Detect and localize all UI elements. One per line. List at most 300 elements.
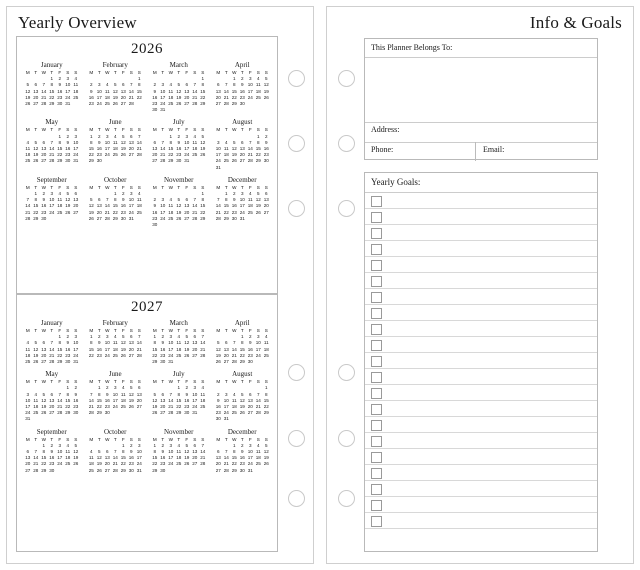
- day-cell[interactable]: 29: [33, 215, 39, 221]
- day-cell[interactable]: 13: [41, 146, 47, 152]
- goal-row[interactable]: [365, 209, 597, 225]
- day-cell[interactable]: 26: [200, 152, 206, 158]
- day-cell[interactable]: 20: [104, 461, 110, 467]
- day-cell[interactable]: 19: [112, 94, 118, 100]
- day-cell[interactable]: 28: [255, 410, 261, 416]
- day-cell[interactable]: 20: [192, 346, 198, 352]
- day-cell[interactable]: 12: [184, 449, 190, 455]
- day-cell[interactable]: 25: [25, 359, 31, 365]
- day-cell[interactable]: 13: [192, 340, 198, 346]
- day-cell[interactable]: 29: [200, 101, 206, 107]
- day-cell[interactable]: 16: [65, 346, 71, 352]
- day-cell[interactable]: 29: [120, 467, 126, 473]
- day-cell[interactable]: 3: [113, 385, 117, 391]
- day-cell[interactable]: 20: [223, 352, 229, 358]
- checkbox[interactable]: [371, 500, 382, 511]
- day-cell[interactable]: 4: [177, 442, 181, 448]
- day-cell[interactable]: 24: [73, 352, 79, 358]
- day-cell[interactable]: 2: [240, 442, 244, 448]
- day-cell[interactable]: 23: [57, 94, 63, 100]
- day-cell[interactable]: 6: [129, 133, 133, 139]
- day-cell[interactable]: 5: [216, 340, 220, 346]
- day-cell[interactable]: 26: [239, 410, 245, 416]
- day-cell[interactable]: 2: [97, 334, 101, 340]
- day-cell[interactable]: 22: [57, 152, 63, 158]
- day-cell[interactable]: 11: [176, 340, 182, 346]
- day-cell[interactable]: 13: [120, 88, 126, 94]
- day-cell[interactable]: 18: [255, 88, 261, 94]
- day-cell[interactable]: 26: [176, 101, 182, 107]
- day-cell[interactable]: 5: [26, 82, 30, 88]
- day-cell[interactable]: 22: [57, 352, 63, 358]
- day-cell[interactable]: 31: [192, 410, 198, 416]
- day-cell[interactable]: 20: [239, 152, 245, 158]
- day-cell[interactable]: 12: [120, 340, 126, 346]
- day-cell[interactable]: 16: [231, 203, 237, 209]
- day-cell[interactable]: 26: [152, 410, 158, 416]
- day-cell[interactable]: 24: [96, 101, 102, 107]
- day-cell[interactable]: 2: [50, 442, 54, 448]
- day-cell[interactable]: 30: [247, 359, 253, 365]
- day-cell[interactable]: 7: [248, 139, 252, 145]
- day-cell[interactable]: 17: [192, 397, 198, 403]
- day-cell[interactable]: 27: [73, 209, 79, 215]
- day-cell[interactable]: 16: [128, 455, 134, 461]
- checkbox[interactable]: [371, 196, 382, 207]
- day-cell[interactable]: 16: [73, 397, 79, 403]
- day-cell[interactable]: 22: [65, 404, 71, 410]
- day-cell[interactable]: 3: [58, 442, 62, 448]
- day-cell[interactable]: 3: [216, 139, 220, 145]
- email-input[interactable]: [517, 145, 593, 159]
- day-cell[interactable]: 31: [239, 215, 245, 221]
- day-cell[interactable]: 24: [160, 101, 166, 107]
- day-cell[interactable]: 25: [192, 152, 198, 158]
- day-cell[interactable]: 10: [168, 340, 174, 346]
- day-cell[interactable]: 13: [96, 203, 102, 209]
- day-cell[interactable]: 4: [34, 391, 38, 397]
- day-cell[interactable]: 14: [247, 146, 253, 152]
- day-cell[interactable]: 17: [160, 209, 166, 215]
- day-cell[interactable]: 29: [57, 158, 63, 164]
- day-cell[interactable]: 28: [128, 101, 134, 107]
- day-cell[interactable]: 12: [200, 139, 206, 145]
- day-cell[interactable]: 18: [255, 455, 261, 461]
- day-cell[interactable]: 5: [42, 391, 46, 397]
- day-cell[interactable]: 31: [215, 164, 221, 170]
- goal-row[interactable]: [365, 257, 597, 273]
- day-cell[interactable]: 5: [66, 191, 70, 197]
- day-cell[interactable]: 15: [88, 146, 94, 152]
- day-cell[interactable]: 22: [88, 152, 94, 158]
- day-cell[interactable]: 4: [201, 385, 205, 391]
- day-cell[interactable]: 11: [168, 203, 174, 209]
- day-cell[interactable]: 15: [112, 203, 118, 209]
- checkbox[interactable]: [371, 484, 382, 495]
- day-cell[interactable]: 14: [33, 455, 39, 461]
- day-cell[interactable]: 27: [184, 215, 190, 221]
- day-cell[interactable]: 31: [160, 107, 166, 113]
- day-cell[interactable]: 25: [231, 410, 237, 416]
- day-cell[interactable]: 16: [96, 346, 102, 352]
- day-cell[interactable]: 9: [50, 449, 54, 455]
- day-cell[interactable]: 17: [96, 94, 102, 100]
- day-cell[interactable]: 14: [200, 449, 206, 455]
- day-cell[interactable]: 30: [120, 215, 126, 221]
- day-cell[interactable]: 8: [256, 139, 260, 145]
- day-cell[interactable]: 1: [153, 334, 157, 340]
- day-cell[interactable]: 7: [201, 442, 205, 448]
- day-cell[interactable]: 21: [25, 209, 31, 215]
- day-cell[interactable]: 10: [25, 397, 31, 403]
- day-cell[interactable]: 30: [160, 467, 166, 473]
- day-cell[interactable]: 4: [256, 76, 260, 82]
- day-cell[interactable]: 7: [105, 197, 109, 203]
- goal-row[interactable]: [365, 305, 597, 321]
- day-cell[interactable]: 30: [65, 359, 71, 365]
- day-cell[interactable]: 12: [120, 139, 126, 145]
- day-cell[interactable]: 16: [152, 94, 158, 100]
- day-cell[interactable]: 9: [129, 449, 133, 455]
- checkbox[interactable]: [371, 244, 382, 255]
- day-cell[interactable]: 9: [105, 391, 109, 397]
- day-cell[interactable]: 10: [112, 391, 118, 397]
- day-cell[interactable]: 7: [58, 391, 62, 397]
- day-cell[interactable]: 21: [49, 352, 55, 358]
- day-cell[interactable]: 6: [50, 391, 54, 397]
- day-cell[interactable]: 13: [247, 397, 253, 403]
- day-cell[interactable]: 22: [49, 94, 55, 100]
- day-cell[interactable]: 14: [104, 203, 110, 209]
- day-cell[interactable]: 23: [88, 101, 94, 107]
- day-cell[interactable]: 21: [255, 404, 261, 410]
- day-cell[interactable]: 29: [168, 158, 174, 164]
- day-cell[interactable]: 28: [57, 410, 63, 416]
- day-cell[interactable]: 30: [160, 359, 166, 365]
- day-cell[interactable]: 8: [58, 340, 62, 346]
- day-cell[interactable]: 25: [168, 215, 174, 221]
- day-cell[interactable]: 28: [231, 359, 237, 365]
- day-cell[interactable]: 14: [88, 397, 94, 403]
- day-cell[interactable]: 23: [184, 404, 190, 410]
- day-cell[interactable]: 9: [89, 88, 93, 94]
- checkbox[interactable]: [371, 324, 382, 335]
- day-cell[interactable]: 13: [25, 455, 31, 461]
- day-cell[interactable]: 14: [160, 146, 166, 152]
- day-cell[interactable]: 7: [113, 449, 117, 455]
- day-cell[interactable]: 19: [65, 203, 71, 209]
- day-cell[interactable]: 4: [248, 191, 252, 197]
- day-cell[interactable]: 28: [33, 467, 39, 473]
- day-cell[interactable]: 27: [120, 101, 126, 107]
- goal-row[interactable]: [365, 193, 597, 209]
- day-cell[interactable]: 3: [248, 442, 252, 448]
- day-cell[interactable]: 4: [264, 334, 268, 340]
- day-cell[interactable]: 19: [120, 346, 126, 352]
- day-cell[interactable]: 21: [231, 352, 237, 358]
- day-cell[interactable]: 11: [120, 391, 126, 397]
- day-cell[interactable]: 20: [184, 209, 190, 215]
- day-cell[interactable]: 24: [104, 152, 110, 158]
- day-cell[interactable]: 8: [97, 391, 101, 397]
- day-cell[interactable]: 14: [231, 346, 237, 352]
- day-cell[interactable]: 1: [137, 76, 141, 82]
- day-cell[interactable]: 9: [240, 82, 244, 88]
- day-cell[interactable]: 7: [50, 340, 54, 346]
- day-cell[interactable]: 21: [160, 152, 166, 158]
- day-cell[interactable]: 7: [224, 449, 228, 455]
- day-cell[interactable]: 22: [96, 404, 102, 410]
- day-cell[interactable]: 1: [153, 442, 157, 448]
- day-cell[interactable]: 7: [256, 391, 260, 397]
- day-cell[interactable]: 1: [58, 133, 62, 139]
- day-cell[interactable]: 1: [177, 385, 181, 391]
- day-cell[interactable]: 14: [136, 139, 142, 145]
- day-cell[interactable]: 7: [34, 449, 38, 455]
- day-cell[interactable]: 19: [263, 455, 269, 461]
- day-cell[interactable]: 2: [58, 76, 62, 82]
- day-cell[interactable]: 23: [65, 152, 71, 158]
- day-cell[interactable]: 17: [223, 404, 229, 410]
- day-cell[interactable]: 15: [223, 203, 229, 209]
- day-cell[interactable]: 29: [96, 410, 102, 416]
- day-cell[interactable]: 17: [73, 146, 79, 152]
- day-cell[interactable]: 6: [137, 385, 141, 391]
- day-cell[interactable]: 5: [177, 82, 181, 88]
- day-cell[interactable]: 23: [73, 404, 79, 410]
- day-cell[interactable]: 10: [49, 197, 55, 203]
- day-cell[interactable]: 14: [168, 397, 174, 403]
- day-cell[interactable]: 12: [239, 397, 245, 403]
- day-cell[interactable]: 11: [247, 197, 253, 203]
- day-cell[interactable]: 26: [88, 215, 94, 221]
- day-cell[interactable]: 18: [25, 352, 31, 358]
- day-cell[interactable]: 24: [223, 410, 229, 416]
- day-cell[interactable]: 8: [232, 82, 236, 88]
- day-cell[interactable]: 18: [192, 146, 198, 152]
- day-cell[interactable]: 8: [58, 139, 62, 145]
- day-cell[interactable]: 17: [136, 455, 142, 461]
- day-cell[interactable]: 27: [96, 215, 102, 221]
- day-cell[interactable]: 31: [168, 359, 174, 365]
- day-cell[interactable]: 17: [104, 346, 110, 352]
- day-cell[interactable]: 16: [41, 203, 47, 209]
- day-cell[interactable]: 25: [112, 352, 118, 358]
- day-cell[interactable]: 21: [88, 404, 94, 410]
- day-cell[interactable]: 9: [232, 197, 236, 203]
- checkbox[interactable]: [371, 404, 382, 415]
- day-cell[interactable]: 28: [136, 352, 142, 358]
- day-cell[interactable]: 29: [41, 467, 47, 473]
- day-cell[interactable]: 13: [192, 449, 198, 455]
- day-cell[interactable]: 23: [152, 101, 158, 107]
- day-cell[interactable]: 27: [136, 404, 142, 410]
- day-cell[interactable]: 22: [152, 461, 158, 467]
- day-cell[interactable]: 12: [263, 449, 269, 455]
- day-cell[interactable]: 24: [136, 461, 142, 467]
- day-cell[interactable]: 8: [240, 340, 244, 346]
- day-cell[interactable]: 23: [160, 461, 166, 467]
- day-cell[interactable]: 8: [153, 449, 157, 455]
- day-cell[interactable]: 1: [58, 334, 62, 340]
- day-cell[interactable]: 12: [73, 449, 79, 455]
- day-cell[interactable]: 19: [25, 94, 31, 100]
- day-cell[interactable]: 7: [137, 133, 141, 139]
- day-cell[interactable]: 29: [152, 467, 158, 473]
- day-cell[interactable]: 16: [120, 203, 126, 209]
- day-cell[interactable]: 16: [152, 209, 158, 215]
- day-cell[interactable]: 21: [49, 152, 55, 158]
- day-cell[interactable]: 3: [66, 76, 70, 82]
- day-cell[interactable]: 25: [104, 101, 110, 107]
- day-cell[interactable]: 26: [73, 461, 79, 467]
- day-cell[interactable]: 22: [168, 152, 174, 158]
- goal-row[interactable]: [365, 449, 597, 465]
- day-cell[interactable]: 22: [176, 404, 182, 410]
- day-cell[interactable]: 3: [224, 391, 228, 397]
- day-cell[interactable]: 21: [128, 94, 134, 100]
- day-cell[interactable]: 24: [49, 209, 55, 215]
- day-cell[interactable]: 29: [263, 410, 269, 416]
- day-cell[interactable]: 25: [168, 101, 174, 107]
- day-cell[interactable]: 24: [168, 461, 174, 467]
- day-cell[interactable]: 15: [57, 146, 63, 152]
- day-cell[interactable]: 8: [42, 449, 46, 455]
- day-cell[interactable]: 3: [185, 133, 189, 139]
- day-cell[interactable]: 5: [129, 385, 133, 391]
- day-cell[interactable]: 16: [239, 455, 245, 461]
- day-cell[interactable]: 4: [137, 191, 141, 197]
- day-cell[interactable]: 12: [88, 203, 94, 209]
- checkbox[interactable]: [371, 308, 382, 319]
- day-cell[interactable]: 1: [240, 334, 244, 340]
- day-cell[interactable]: 1: [264, 385, 268, 391]
- day-cell[interactable]: 1: [97, 385, 101, 391]
- day-cell[interactable]: 16: [104, 397, 110, 403]
- day-cell[interactable]: 15: [120, 455, 126, 461]
- day-cell[interactable]: 22: [112, 209, 118, 215]
- checkbox[interactable]: [371, 212, 382, 223]
- day-cell[interactable]: 8: [264, 391, 268, 397]
- day-cell[interactable]: 27: [41, 158, 47, 164]
- day-cell[interactable]: 23: [96, 152, 102, 158]
- day-cell[interactable]: 3: [97, 82, 101, 88]
- day-cell[interactable]: 4: [74, 76, 78, 82]
- day-cell[interactable]: 20: [184, 94, 190, 100]
- day-cell[interactable]: 7: [129, 82, 133, 88]
- day-cell[interactable]: 15: [263, 397, 269, 403]
- day-cell[interactable]: 31: [247, 467, 253, 473]
- goal-row[interactable]: [365, 417, 597, 433]
- day-cell[interactable]: 31: [73, 158, 79, 164]
- day-cell[interactable]: 11: [136, 197, 142, 203]
- day-cell[interactable]: 6: [34, 82, 38, 88]
- day-cell[interactable]: 28: [247, 158, 253, 164]
- day-cell[interactable]: 19: [255, 203, 261, 209]
- day-cell[interactable]: 9: [216, 397, 220, 403]
- day-cell[interactable]: 20: [128, 146, 134, 152]
- day-cell[interactable]: 18: [104, 94, 110, 100]
- day-cell[interactable]: 10: [168, 449, 174, 455]
- day-cell[interactable]: 24: [128, 209, 134, 215]
- day-cell[interactable]: 9: [121, 197, 125, 203]
- day-cell[interactable]: 7: [137, 334, 141, 340]
- day-cell[interactable]: 9: [74, 391, 78, 397]
- day-cell[interactable]: 1: [256, 133, 260, 139]
- day-cell[interactable]: 28: [200, 352, 206, 358]
- day-cell[interactable]: 7: [89, 391, 93, 397]
- day-cell[interactable]: 12: [176, 88, 182, 94]
- day-cell[interactable]: 6: [185, 82, 189, 88]
- day-cell[interactable]: 29: [49, 101, 55, 107]
- day-cell[interactable]: 14: [25, 203, 31, 209]
- day-cell[interactable]: 13: [239, 146, 245, 152]
- day-cell[interactable]: 10: [160, 203, 166, 209]
- day-cell[interactable]: 20: [215, 461, 221, 467]
- day-cell[interactable]: 25: [65, 461, 71, 467]
- goal-row[interactable]: [365, 337, 597, 353]
- day-cell[interactable]: 25: [176, 352, 182, 358]
- day-cell[interactable]: 3: [74, 133, 78, 139]
- day-cell[interactable]: 20: [120, 94, 126, 100]
- day-cell[interactable]: 10: [96, 88, 102, 94]
- day-cell[interactable]: 6: [193, 334, 197, 340]
- day-cell[interactable]: 15: [88, 346, 94, 352]
- day-cell[interactable]: 11: [192, 139, 198, 145]
- day-cell[interactable]: 19: [120, 146, 126, 152]
- day-cell[interactable]: 8: [232, 449, 236, 455]
- day-cell[interactable]: 27: [192, 461, 198, 467]
- day-cell[interactable]: 29: [112, 215, 118, 221]
- day-cell[interactable]: 6: [105, 449, 109, 455]
- day-cell[interactable]: 27: [239, 158, 245, 164]
- day-cell[interactable]: 21: [57, 404, 63, 410]
- day-cell[interactable]: 5: [74, 442, 78, 448]
- day-cell[interactable]: 17: [112, 397, 118, 403]
- goal-row[interactable]: [365, 401, 597, 417]
- day-cell[interactable]: 11: [65, 449, 71, 455]
- goal-row[interactable]: [365, 241, 597, 257]
- day-cell[interactable]: 27: [25, 467, 31, 473]
- day-cell[interactable]: 2: [97, 133, 101, 139]
- day-cell[interactable]: 27: [49, 410, 55, 416]
- day-cell[interactable]: 23: [239, 94, 245, 100]
- day-cell[interactable]: 15: [33, 203, 39, 209]
- day-cell[interactable]: 9: [185, 391, 189, 397]
- day-cell[interactable]: 27: [128, 152, 134, 158]
- day-cell[interactable]: 31: [73, 359, 79, 365]
- day-cell[interactable]: 21: [136, 146, 142, 152]
- day-cell[interactable]: 11: [255, 449, 261, 455]
- day-cell[interactable]: 17: [73, 346, 79, 352]
- day-cell[interactable]: 15: [49, 88, 55, 94]
- day-cell[interactable]: 4: [169, 197, 173, 203]
- day-cell[interactable]: 8: [177, 391, 181, 397]
- day-cell[interactable]: 29: [200, 215, 206, 221]
- day-cell[interactable]: 18: [57, 203, 63, 209]
- day-cell[interactable]: 26: [96, 467, 102, 473]
- day-cell[interactable]: 17: [128, 203, 134, 209]
- day-cell[interactable]: 22: [120, 461, 126, 467]
- day-cell[interactable]: 15: [239, 346, 245, 352]
- day-cell[interactable]: 11: [112, 340, 118, 346]
- day-cell[interactable]: 16: [49, 455, 55, 461]
- day-cell[interactable]: 15: [65, 397, 71, 403]
- day-cell[interactable]: 23: [96, 352, 102, 358]
- day-cell[interactable]: 7: [201, 334, 205, 340]
- day-cell[interactable]: 13: [49, 397, 55, 403]
- day-cell[interactable]: 1: [113, 191, 117, 197]
